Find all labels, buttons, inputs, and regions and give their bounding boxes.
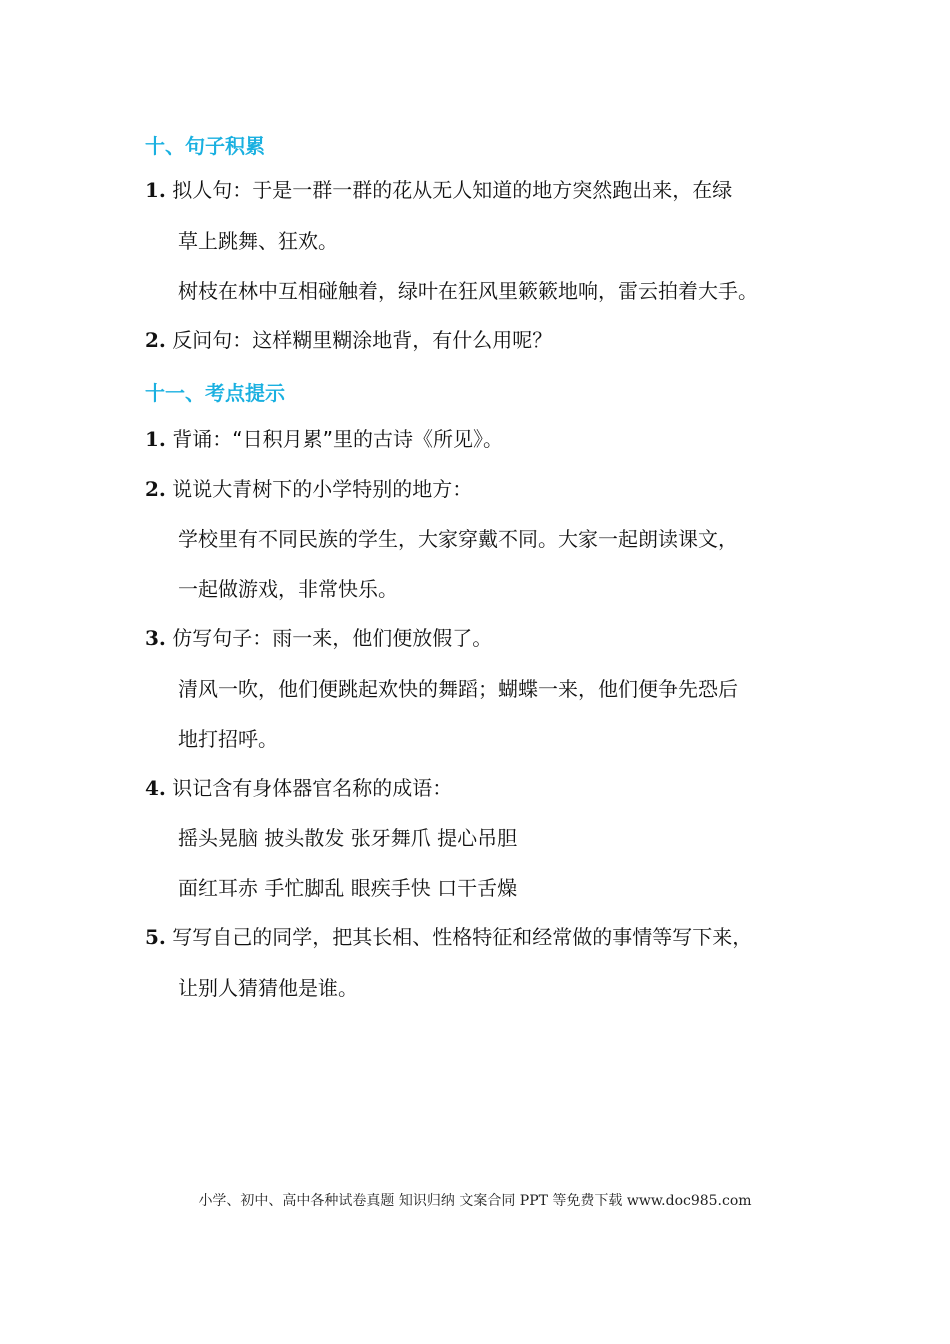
list-item xyxy=(145,924,752,950)
item-number: 2. xyxy=(145,477,166,501)
item-text: 反问句：这样糊里糊涂地背，有什么用呢？ xyxy=(172,328,553,352)
list-item xyxy=(145,327,552,353)
item-text: 说说大青树下的小学特别的地方： xyxy=(172,477,473,501)
list-item xyxy=(145,476,472,502)
item-text: 识记含有身体器官名称的成语： xyxy=(172,776,453,800)
item-text: 背诵：“日积月累”里的古诗《所见》。 xyxy=(172,427,503,451)
item-continuation: 草上跳舞、狂欢。 xyxy=(178,229,338,253)
item-continuation: 学校里有不同民族的学生，大家穿戴不同。大家一起朗读课文， xyxy=(178,527,738,551)
item-number: 4. xyxy=(145,776,166,800)
idiom-row: 摇头晃脑 披头散发 张牙舞爪 提心吊胆 xyxy=(178,826,518,850)
item-number: 3. xyxy=(145,626,166,650)
item-continuation: 让别人猜猜他是谁。 xyxy=(178,976,358,1000)
item-number: 1. xyxy=(145,178,166,202)
idiom-row: 面红耳赤 手忙脚乱 眼疾手快 口干舌燥 xyxy=(178,876,518,900)
item-number: 2. xyxy=(145,328,166,352)
item-continuation: 地打招呼。 xyxy=(178,727,278,751)
item-number: 5. xyxy=(145,925,166,949)
item-number: 1. xyxy=(145,427,166,451)
list-item xyxy=(145,625,492,651)
list-item xyxy=(145,775,452,801)
item-continuation: 树枝在林中互相碰触着，绿叶在狂风里簌簌地响，雷云拍着大手。 xyxy=(178,279,758,303)
page-footer: 小学、初中、高中各种试卷真题 知识归纳 文案合同 PPT 等免费下载 www.doc985.com xyxy=(198,1193,752,1209)
item-text: 拟人句：于是一群一群的花从无人知道的地方突然跑出来，在绿 xyxy=(172,178,733,202)
item-continuation: 一起做游戏，非常快乐。 xyxy=(178,577,398,601)
section-heading-exam-tips: 十一、考点提示 xyxy=(145,381,285,405)
item-text: 写写自己的同学，把其长相、性格特征和经常做的事情等写下来， xyxy=(172,925,753,949)
item-text: 仿写句子：雨一来，他们便放假了。 xyxy=(172,626,493,650)
list-item xyxy=(145,426,503,452)
section-heading-sentences: 十、句子积累 xyxy=(145,134,265,158)
list-item xyxy=(145,177,732,203)
item-continuation: 清风一吹，他们便跳起欢快的舞蹈；蝴蝶一来，他们便争先恐后 xyxy=(178,677,738,701)
